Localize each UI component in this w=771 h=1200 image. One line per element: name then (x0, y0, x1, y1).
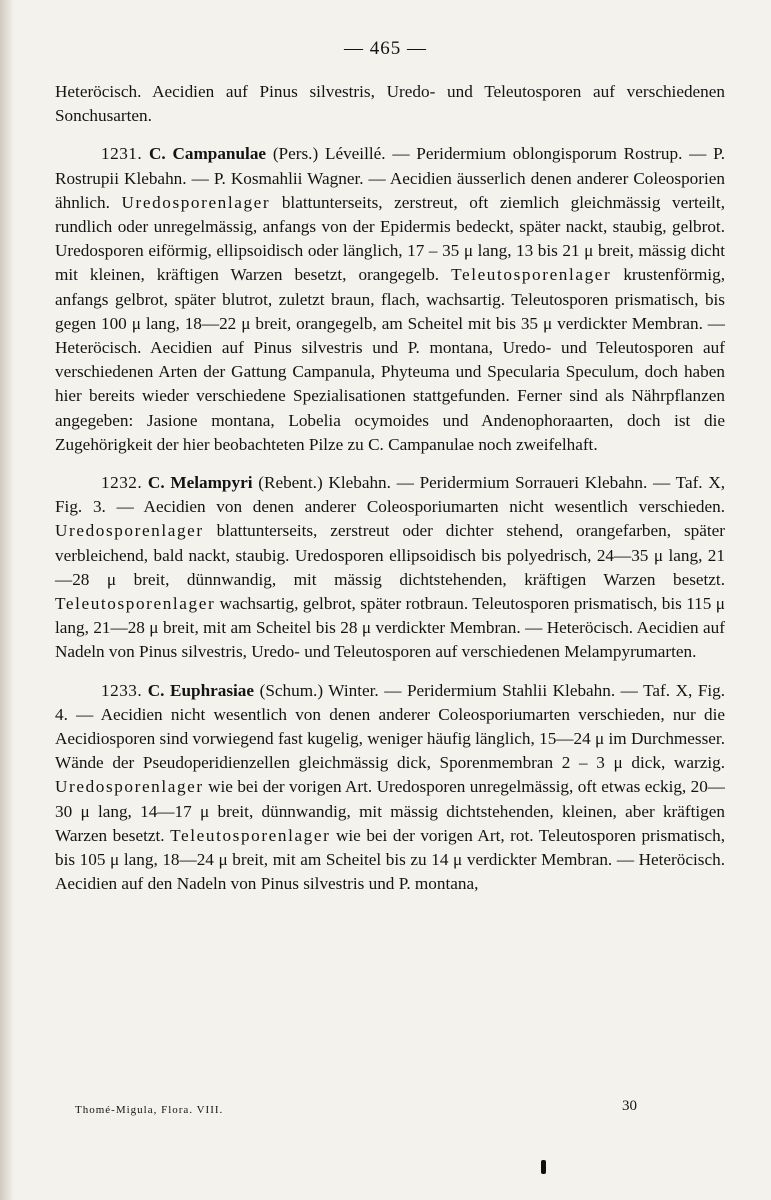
species-entry-1233 (55, 679, 725, 897)
species-authority: (Schum.) Winter. (259, 680, 379, 700)
species-entry-1232 (55, 471, 725, 665)
entry-text: blattunterseits, zerstreut, oft ziemlich gleichmässig verteilt, rundlich oder unregelmässig, anfangs von der Epidermis bedeckt, später nackt, staubig, gelbrot. Uredosporen eiförmig, ellipsoidisch oder länglich, 17 – 35 μ lang, 13 bis 21 μ breit, mässig dicht mit kleinen, kräftigen Warzen besetzt, orangegelb. (55, 192, 725, 285)
term-uredosporenlager: Uredosporenlager (121, 192, 271, 212)
entry-number: 1233. (101, 680, 143, 700)
species-genus: C. (148, 144, 166, 164)
species-name: Melampyri (170, 473, 253, 493)
species-genus: C. (147, 680, 165, 700)
term-teleutosporenlager: Teleutosporenlager (451, 265, 612, 285)
binding-shadow (0, 0, 14, 1200)
entry-number: 1232. (101, 473, 143, 493)
page-number: — 465 — (344, 38, 427, 59)
entry-text: wie bei der vorigen Art. Uredosporen unregelmässig, oft etwas eckig, 20—30 μ lang, 14—17 μ breit, dünnwandig, mit mässig dichtstehenden, kleinen, aber kräftigen Warzen besetzt. (55, 777, 725, 845)
footer-signature: Thomé-Migula, Flora. VIII. (75, 1104, 224, 1116)
scan-artifact-mark (541, 1160, 546, 1174)
entry-text: — Peridermium oblongisporum Rostrup. — P. Rostrupii Klebahn. — P. Kosmahlii Wagner. — Aecidien äusserlich denen anderer Coleosporien ähnlich. (55, 144, 726, 212)
intro-paragraph: Heteröcisch. Aecidien auf Pinus silvestris, Uredo- und Teleutosporen auf verschiedenen Sonchusarten. (55, 82, 725, 126)
entry-text: — Peridermium Stahlii Klebahn. — Taf. X, Fig. 4. — Aecidien nicht wesentlich von denen anderer Coleosporiumarten verschieden, nur die Aecidiosporen sind vorwiegend fast kugelig, weniger häufig länglich, 15—24 μ im Durchmesser. Wände der Pseudoperidienzellen gleichmässig dick, Sporenmembran 2 – 3 μ dick, warzig. (55, 680, 726, 773)
species-genus: C. (147, 473, 165, 493)
species-authority: (Pers.) Léveillé. (272, 144, 386, 164)
entry-text: krustenförmig, anfangs gelbrot, später blutrot, zuletzt braun, flach, wachsartig. Teleutosporen prismatisch, bis gegen 100 μ lang, 18—22 μ breit, orangegelb, am Scheitel mit bis 35 μ verdickter Membran. — Heteröcisch. Aecidien auf Pinus silvestris und P. montana, Uredo- und Teleutosporen auf verschiedenen Arten der Gattung Campanula, Phyteuma und Specularia Speculum, doch haben hier bereits wieder verschiedene Spezialisationen stattgefunden. Ferner sind als Nährpflanzen angegeben: Jasione montana, Lobelia ocymoides und Andenophoraarten, doch ist die Zugehörigkeit der hier beobachteten Pilze zu C. Campanulae noch zweifelhaft. (55, 265, 725, 454)
entry-text: — Peridermium Sorraueri Klebahn. — Taf. X, Fig. 3. — Aecidien von denen anderer Coleosporiumarten nicht wesentlich verschieden. (55, 473, 726, 517)
entry-number: 1231. (101, 144, 143, 164)
species-authority: (Rebent.) Klebahn. (258, 473, 391, 493)
footer-sheet-number: 30 (622, 1098, 637, 1114)
entry-text: wachsartig, gelbrot, später rotbraun. Teleutosporen prismatisch, bis 115 μ lang, 21—28 μ breit, mit am Scheitel bis 28 μ verdickter Membran. — Heteröcisch. Aecidien auf Nadeln von Pinus silvestris, Uredo- und Teleutosporen auf verschiedenen Melampyrumarten. (55, 594, 725, 662)
page-body (55, 80, 725, 897)
entry-text: wie bei der vorigen Art, rot. Teleutosporen prismatisch, bis 105 μ lang, 18—24 μ breit, mit am Scheitel bis zu 14 μ verdickter Membran. — Heteröcisch. Aecidien auf den Nadeln von Pinus silvestris und P. montana, (55, 825, 725, 894)
species-name: Euphrasiae (169, 680, 255, 700)
term-uredosporenlager: Uredosporenlager (55, 521, 204, 541)
term-uredosporenlager: Uredosporenlager (55, 777, 204, 797)
species-name: Campanulae (172, 144, 267, 164)
term-teleutosporenlager: Teleutosporenlager (170, 825, 331, 845)
species-entry-1231 (55, 142, 725, 457)
entry-text: blattunterseits, zerstreut oder dichter stehend, orangefarben, später verbleichend, bald nackt, staubig. Uredosporen ellipsoidisch bis polyedrisch, 24—35 μ lang, 21—28 μ breit, dünnwandig, mit mässig dichtstehenden, kräftigen Warzen besetzt. (55, 521, 725, 589)
term-teleutosporenlager: Teleutosporenlager (55, 594, 216, 614)
